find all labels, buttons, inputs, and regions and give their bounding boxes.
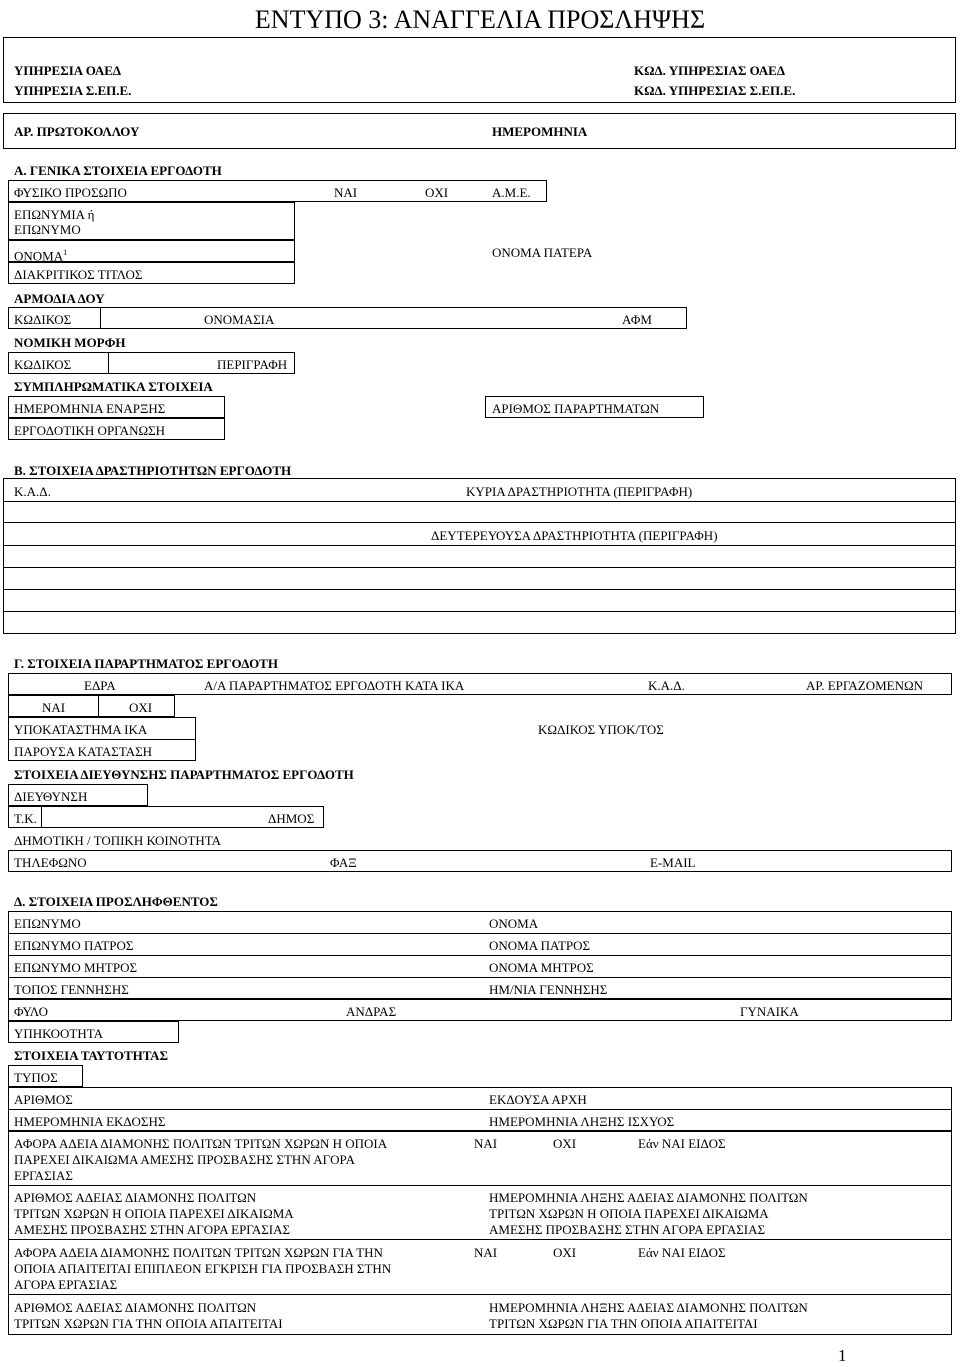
legal-form-heading: ΝΟΜΙΚΗ ΜΟΡΦΗ	[14, 335, 126, 350]
permit-number-1-line-1: ΑΡΙΘΜΟΣ ΑΔΕΙΑΣ ΔΙΑΜΟΝΗΣ ΠΟΛΙΤΩΝ	[14, 1190, 257, 1205]
birthplace-label: ΤΟΠΟΣ ΓΕΝΝΗΣΗΣ	[14, 982, 129, 997]
code-sepe-label: ΚΩΔ. ΥΠΗΡΕΣΙΑΣ Σ.ΕΠ.Ε.	[634, 83, 796, 98]
protocol-date-label: ΗΜΕΡΟΜΗΝΙΑ	[492, 124, 588, 139]
permit-q1-yes[interactable]: ΝΑΙ	[474, 1136, 498, 1151]
legal-form-code-label: ΚΩΔΙΚΟΣ	[14, 357, 72, 372]
permit-expiry-2-line-1: ΗΜΕΡΟΜΗΝΙΑ ΛΗΞΗΣ ΑΔΕΙΑΣ ΔΙΑΜΟΝΗΣ ΠΟΛΙΤΩΝ	[489, 1300, 808, 1315]
branch-count-label: ΑΡΙΘΜΟΣ ΠΑΡΑΡΤΗΜΑΤΩΝ	[492, 401, 660, 416]
section-b-heading: Β. ΣΤΟΙΧΕΙΑ ΔΡΑΣΤΗΡΙΟΤΗΤΩΝ ΕΡΓΟΔΟΤΗ	[14, 463, 292, 478]
permit-q2-no[interactable]: ΟΧΙ	[553, 1245, 577, 1260]
mother-surname-label: ΕΠΩΝΥΜΟ ΜΗΤΡΟΣ	[14, 960, 138, 975]
gender-female[interactable]: ΓΥΝΑΙΚΑ	[740, 1004, 799, 1019]
company-name-label-2: ΕΠΩΝΥΜΟ	[14, 222, 81, 237]
tax-office-code-label: ΚΩΔΙΚΟΣ	[14, 312, 72, 327]
activities-row-line-5	[3, 589, 956, 590]
phone-label: ΤΗΛΕΦΩΝΟ	[14, 855, 87, 870]
mother-name-label: ΟΝΟΜΑ ΜΗΤΡΟΣ	[489, 960, 594, 975]
legal-form-divider	[108, 352, 109, 374]
permit-number-1-line-3: ΑΜΕΣΗΣ ΠΡΟΣΒΑΣΗΣ ΣΤΗΝ ΑΓΟΡΑ ΕΡΓΑΣΙΑΣ	[14, 1222, 291, 1237]
contact-row	[8, 850, 952, 872]
permit-number-2-line-2: ΤΡΙΤΩΝ ΧΩΡΩΝ ΓΙΑ ΤΗΝ ΟΠΟΙΑ ΑΠΑΙΤΕΙΤΑΙ	[14, 1316, 283, 1331]
name-label: ΟΝΟΜΑ	[489, 916, 539, 931]
activities-row-line-3	[3, 545, 956, 546]
employee-row-line-3	[8, 977, 952, 978]
distinctive-title-label: ΔΙΑΚΡΙΤΙΚΟΣ ΤΙΤΛΟΣ	[14, 267, 143, 282]
permits-row-line-3	[8, 1294, 952, 1295]
employee-row-line-2	[8, 955, 952, 956]
permit-number-1-line-2: ΤΡΙΤΩΝ ΧΩΡΩΝ Η ΟΠΟΙΑ ΠΑΡΕΧΕΙ ΔΙΚΑΙΩΜΑ	[14, 1206, 294, 1221]
ika-branch-divider	[8, 739, 196, 740]
tax-office-row	[8, 307, 687, 329]
postal-label: Τ.Κ.	[14, 811, 37, 826]
birthdate-label: ΗΜ/ΝΙΑ ΓΕΝΝΗΣΗΣ	[489, 982, 608, 997]
address-label: ΔΙΕΥΘΥΝΣΗ	[14, 789, 88, 804]
father-name-label: ΟΝΟΜΑ ΠΑΤΡΟΣ	[489, 938, 591, 953]
father-surname-label: ΕΠΩΝΥΜΟ ΠΑΤΡΟΣ	[14, 938, 134, 953]
id-row-line	[8, 1109, 952, 1110]
header-service-box	[3, 37, 956, 103]
permit-q2-yes[interactable]: ΝΑΙ	[474, 1245, 498, 1260]
permit-question-2-line-1: ΑΦΟΡΑ ΑΔΕΙΑ ΔΙΑΜΟΝΗΣ ΠΟΛΙΤΩΝ ΤΡΙΤΩΝ ΧΩΡΩΝ ΓΙΑ ΤΗΝ	[14, 1245, 383, 1260]
branch-no-label: Α/Α ΠΑΡΑΡΤΗΜΑΤΟΣ ΕΡΓΟΔΟΤΗ ΚΑΤΑ ΙΚΑ	[204, 678, 465, 693]
activities-row-line-1	[3, 501, 956, 502]
section-a-heading: Α. ΓΕΝΙΚΑ ΣΤΟΙΧΕΙΑ ΕΡΓΟΔΟΤΗ	[14, 163, 222, 178]
permits-row-line-1	[8, 1185, 952, 1186]
id-number-label: ΑΡΙΘΜΟΣ	[14, 1092, 73, 1107]
form-title: ΕΝΤΥΠΟ 3: ΑΝΑΓΓΕΛΙΑ ΠΡΟΣΛΗΨΗΣ	[254, 5, 706, 34]
citizenship-label: ΥΠΗΚΟΟΤΗΤΑ	[14, 1026, 104, 1041]
afm-label: ΑΦΜ	[622, 312, 652, 327]
header-protocol-box	[3, 113, 956, 149]
secondary-activity-label: ΔΕΥΤΕΡΕΥΟΥΣΑ ΔΡΑΣΤΗΡΙΟΤΗΤΑ (ΠΕΡΙΓΡΑΦΗ)	[431, 528, 718, 543]
community-label: ΔΗΜΟΤΙΚΗ / ΤΟΠΙΚΗ ΚΟΙΝΟΤΗΤΑ	[14, 833, 222, 848]
permits-row-line-2	[8, 1239, 952, 1240]
ame-label: Α.Μ.Ε.	[492, 185, 531, 200]
protocol-number-label: ΑΡ. ΠΡΩΤΟΚΟΛΛΟΥ	[14, 124, 140, 139]
gender-label: ΦΥΛΟ	[14, 1004, 49, 1019]
id-issue-date-label: ΗΜΕΡΟΜΗΝΙΑ ΕΚΔΟΣΗΣ	[14, 1114, 166, 1129]
legal-form-description-label: ΠΕΡΙΓΡΑΦΗ	[217, 357, 288, 372]
id-type-label: ΤΥΠΟΣ	[14, 1070, 58, 1085]
id-heading: ΣΤΟΙΧΕΙΑ ΤΑΥΤΟΤΗΤΑΣ	[14, 1048, 169, 1063]
section-c-heading: Γ. ΣΤΟΙΧΕΙΑ ΠΑΡΑΡΤΗΜΑΤΟΣ ΕΡΓΟΔΟΤΗ	[14, 656, 278, 671]
tax-office-name-label: ΟΝΟΜΑΣΙΑ	[204, 312, 275, 327]
page-number: 1	[838, 1346, 847, 1365]
permit-number-2-line-1: ΑΡΙΘΜΟΣ ΑΔΕΙΑΣ ΔΙΑΜΟΝΗΣ ΠΟΛΙΤΩΝ	[14, 1300, 257, 1315]
permit-question-1-line-1: ΑΦΟΡΑ ΑΔΕΙΑ ΔΙΑΜΟΝΗΣ ΠΟΛΙΤΩΝ ΤΡΙΤΩΝ ΧΩΡΩΝ Η ΟΠΟΙΑ	[14, 1136, 388, 1151]
permit-question-2-line-2: ΟΠΟΙΑ ΑΠΑΙΤΕΙΤΑΙ ΕΠΙΠΛΕΟΝ ΕΓΚΡΙΣΗ ΓΙΑ ΠΡΟΣΒΑΣΗ ΣΤΗΝ	[14, 1261, 392, 1276]
sub-code-label: ΚΩΔΙΚΟΣ ΥΠΟΚ/ΤΟΣ	[538, 722, 664, 737]
company-name-label-1: ΕΠΩΝΥΜΙΑ ή	[14, 207, 95, 222]
kad-label: Κ.Α.Δ.	[14, 484, 51, 499]
tax-office-heading: ΑΡΜΟΔΙΑ ΔΟΥ	[14, 291, 105, 306]
permit-expiry-1-line-1: ΗΜΕΡΟΜΗΝΙΑ ΛΗΞΗΣ ΑΔΕΙΑΣ ΔΙΑΜΟΝΗΣ ΠΟΛΙΤΩΝ	[489, 1190, 808, 1205]
permit-question-1-line-2: ΠΑΡΕΧΕΙ ΔΙΚΑΙΩΜΑ ΑΜΕΣΗΣ ΠΡΟΣΒΑΣΗΣ ΣΤΗΝ ΑΓΟΡΑ	[14, 1152, 355, 1167]
main-activity-label: ΚΥΡΙΑ ΔΡΑΣΤΗΡΙΟΤΗΤΑ (ΠΕΡΙΓΡΑΦΗ)	[466, 484, 693, 499]
employees-label: ΑΡ. ΕΡΓΑΖΟΜΕΝΩΝ	[806, 678, 924, 693]
surname-label: ΕΠΩΝΥΜΟ	[14, 916, 81, 931]
id-authority-label: ΕΚΔΟΥΣΑ ΑΡΧΗ	[489, 1092, 587, 1107]
ika-branch-label: ΥΠΟΚΑΤΑΣΤΗΜΑ ΙΚΑ	[14, 722, 148, 737]
permit-question-2-line-3: ΑΓΟΡΑ ΕΡΓΑΣΙΑΣ	[14, 1277, 118, 1292]
natural-person-label: ΦΥΣΙΚΟ ΠΡΟΣΩΠΟ	[14, 185, 127, 200]
natural-person-no[interactable]: ΟΧΙ	[425, 185, 449, 200]
status-label: ΠΑΡΟΥΣΑ ΚΑΤΑΣΤΑΣΗ	[14, 744, 153, 759]
gender-row	[8, 999, 952, 1021]
section-d-heading: Δ. ΣΤΟΙΧΕΙΑ ΠΡΟΣΛΗΦΘΕΝΤΟΣ	[14, 894, 218, 909]
first-name-label: ΟΝΟΜΑ$^1$	[14, 248, 68, 264]
permit-q1-no[interactable]: ΟΧΙ	[553, 1136, 577, 1151]
municipality-label: ΔΗΜΟΣ	[268, 811, 315, 826]
permit-q2-type: Εάν ΝΑΙ ΕΙΔΟΣ	[638, 1245, 726, 1260]
service-oaed-label: ΥΠΗΡΕΣΙΑ ΟΑΕΔ	[14, 63, 122, 78]
id-expiry-date-label: ΗΜΕΡΟΜΗΝΙΑ ΛΗΞΗΣ ΙΣΧΥΟΣ	[489, 1114, 675, 1129]
seat-no[interactable]: ΟΧΙ	[129, 700, 153, 715]
seat-label: ΕΔΡΑ	[84, 678, 116, 693]
fax-label: ΦΑΞ	[330, 855, 357, 870]
permit-expiry-2-line-2: ΤΡΙΤΩΝ ΧΩΡΩΝ ΓΙΑ ΤΗΝ ΟΠΟΙΑ ΑΠΑΙΤΕΙΤΑΙ	[489, 1316, 758, 1331]
permit-expiry-1-line-3: ΑΜΕΣΗΣ ΠΡΟΣΒΑΣΗΣ ΣΤΗΝ ΑΓΟΡΑ ΕΡΓΑΣΙΑΣ	[489, 1222, 766, 1237]
permit-expiry-1-line-2: ΤΡΙΤΩΝ ΧΩΡΩΝ Η ΟΠΟΙΑ ΠΑΡΕΧΕΙ ΔΙΚΑΙΩΜΑ	[489, 1206, 769, 1221]
permit-q1-type: Εάν ΝΑΙ ΕΙΔΟΣ	[638, 1136, 726, 1151]
email-label: E-MAIL	[650, 855, 696, 870]
branch-kad-label: Κ.Α.Δ.	[648, 678, 685, 693]
seat-yes[interactable]: ΝΑΙ	[42, 700, 66, 715]
natural-person-yes[interactable]: ΝΑΙ	[334, 185, 358, 200]
tax-office-divider	[100, 307, 101, 329]
activities-row-line-4	[3, 567, 956, 568]
additional-heading: ΣΥΜΠΛΗΡΩΜΑΤΙΚΑ ΣΤΟΙΧΕΙΑ	[14, 379, 213, 394]
activities-row-line-6	[3, 611, 956, 612]
start-date-label: ΗΜΕΡΟΜΗΝΙΑ ΕΝΑΡΞΗΣ	[14, 401, 166, 416]
postal-divider	[41, 806, 42, 828]
permit-question-1-line-3: ΕΡΓΑΣΙΑΣ	[14, 1168, 73, 1183]
employer-org-label: ΕΡΓΟΔΟΤΙΚΗ ΟΡΓΑΝΩΣΗ	[14, 423, 166, 438]
father-name-label: ΟΝΟΜΑ ΠΑΤΕΡΑ	[492, 245, 593, 260]
service-sepe-label: ΥΠΗΡΕΣΙΑ Σ.ΕΠ.Ε.	[14, 83, 132, 98]
seat-yes-no-divider	[98, 695, 99, 717]
activities-row-line-2	[3, 522, 956, 523]
address-heading: ΣΤΟΙΧΕΙΑ ΔΙΕΥΘΥΝΣΗΣ ΠΑΡΑΡΤΗΜΑΤΟΣ ΕΡΓΟΔΟΤΗ	[14, 767, 354, 782]
gender-male[interactable]: ΑΝΔΡΑΣ	[346, 1004, 397, 1019]
code-oaed-label: ΚΩΔ. ΥΠΗΡΕΣΙΑΣ ΟΑΕΔ	[634, 63, 785, 78]
employee-row-line-1	[8, 933, 952, 934]
